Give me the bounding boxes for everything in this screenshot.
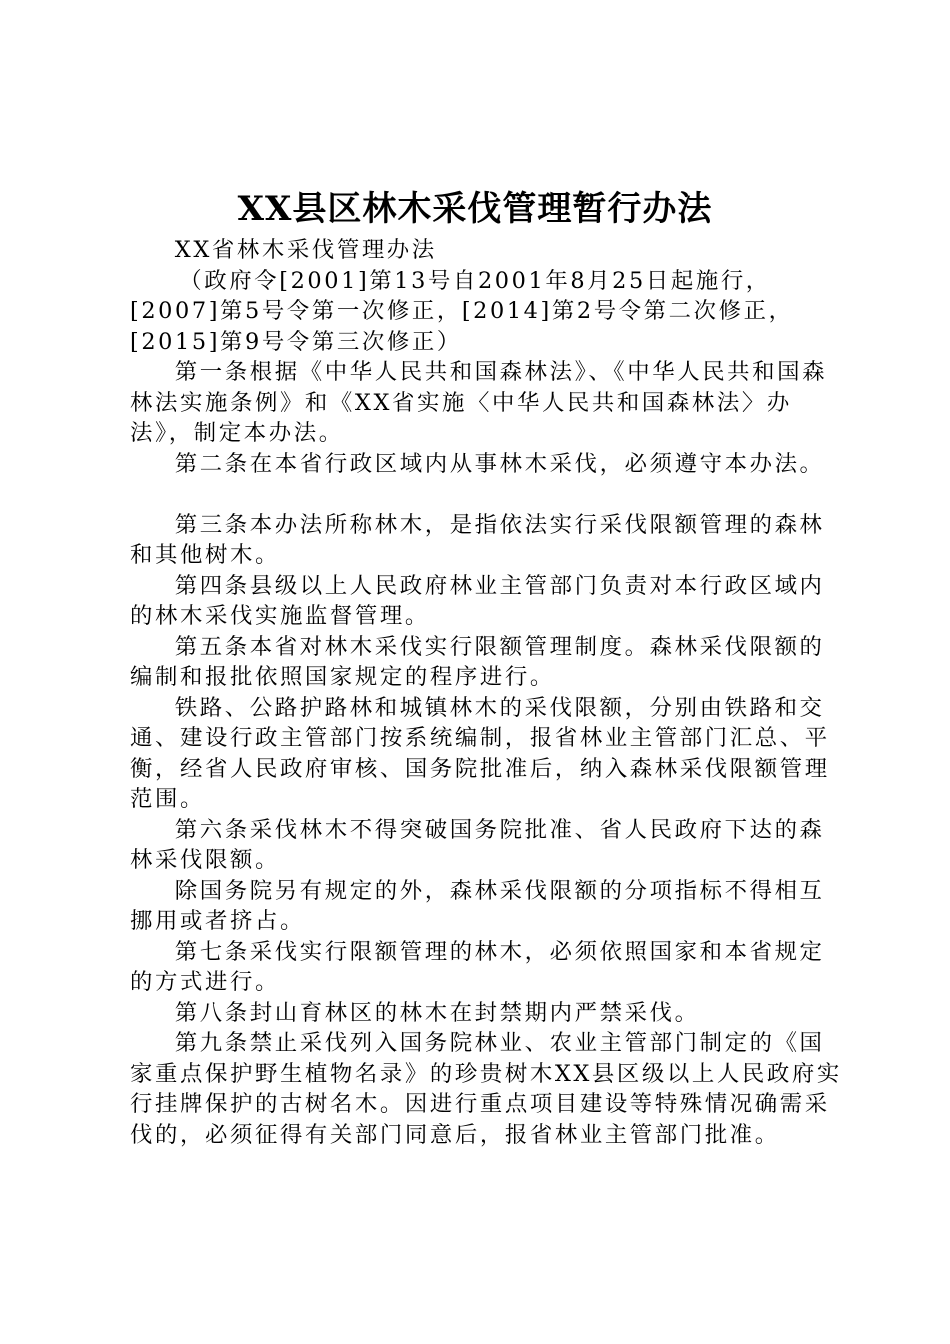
- subtitle: XX省林木采伐管理办法: [174, 237, 437, 263]
- article-7: 第七条采伐实行限额管理的林木，必须依照国家和本省规定的方式进行。: [130, 938, 825, 995]
- article-5-paragraph-2: 铁路、公路护路林和城镇林木的采伐限额，分别由铁路和交通、建设行政主管部门按系统编制，报省林业主管部门汇总、平衡，经省人民政府审核、国务院批准后，纳入森林采伐限额管理范围。: [130, 694, 830, 812]
- article-6: 第六条采伐林木不得突破国务院批准、省人民政府下达的森林采伐限额。: [130, 816, 825, 873]
- article-8: 第八条封山育林区的林木在封禁期内严禁采伐。: [174, 999, 700, 1026]
- document-title: XX县区林木采伐管理暂行办法: [237, 189, 713, 229]
- document-body: [130, 235, 845, 1150]
- article-9: 第九条禁止采伐列入国务院林业、农业主管部门制定的《国家重点保护野生植物名录》的珍贵树木XX县区级以上人民政府实行挂牌保护的古树名木。因进行重点项目建设等特殊情况确需采伐的，必须征得有关部门同意后，报省林业主管部门批准。: [130, 1030, 842, 1148]
- article-2: 第二条在本省行政区域内从事林木采伐，必须遵守本办法。: [174, 450, 825, 477]
- article-1: 第一条根据《中华人民共和国森林法》、《中华人民共和国森林法实施条例》和《XX省实施〈中华人民共和国森林法〉办法》，制定本办法。: [130, 359, 828, 446]
- article-4: 第四条县级以上人民政府林业主管部门负责对本行政区域内的林木采伐实施监督管理。: [130, 572, 825, 629]
- article-6-paragraph-2: 除国务院另有规定的外，森林采伐限额的分项指标不得相互挪用或者挤占。: [130, 877, 825, 934]
- article-3: 第三条本办法所称林木，是指依法实行采伐限额管理的森林和其他树木。: [130, 511, 825, 568]
- article-5: 第五条本省对林木采伐实行限额管理制度。森林采伐限额的编制和报批依照国家规定的程序进行。: [130, 633, 825, 690]
- amendment-note: （政府令[2001]第13号自2001年8月25日起施行，[2007]第5号令第一次修正，[2014]第2号令第二次修正，[2015]第9号令第三次修正）: [130, 267, 794, 355]
